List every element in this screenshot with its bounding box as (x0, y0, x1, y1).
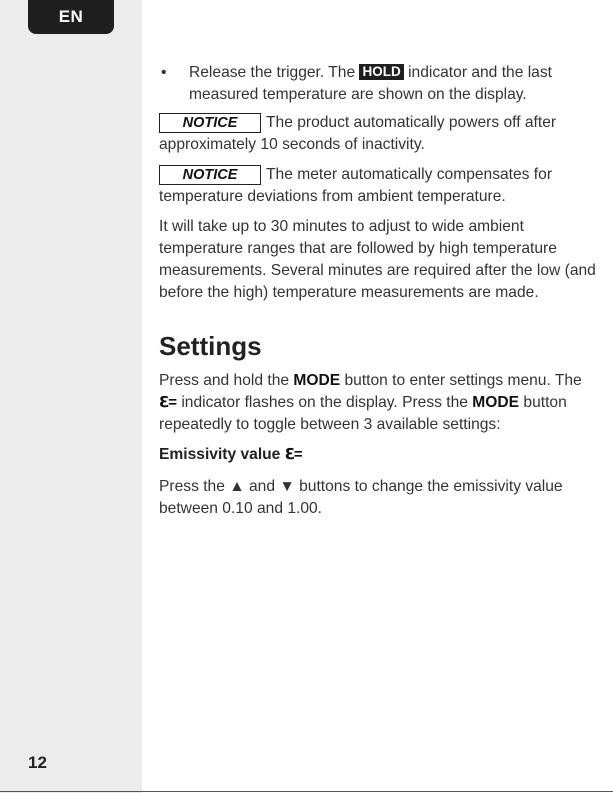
notice-text-1: The product automatically powers off after approximately 10 seconds of inactivity. (159, 114, 557, 153)
mode-button-name-2: MODE (472, 394, 520, 411)
emissivity-paragraph (159, 476, 599, 520)
bullet-marker: • (161, 64, 167, 81)
emissivity-icon: ℇ= (159, 394, 177, 411)
page-content (159, 62, 599, 528)
up-arrow-icon: ▲ (229, 478, 245, 495)
page-sidebar (0, 0, 142, 793)
notice-label-1: NOTICE (159, 113, 261, 133)
emissivity-text-a: Press the (159, 478, 230, 495)
bullet-text (189, 62, 599, 106)
emissivity-subheading-icon: ℇ= (284, 446, 303, 463)
bullet-text-before: Release the trigger. The (189, 64, 360, 81)
down-arrow-icon: ▼ (279, 478, 295, 495)
settings-text-b: button to enter settings menu. The (340, 372, 582, 389)
hold-indicator-badge: HOLD (359, 64, 403, 80)
settings-heading: Settings (159, 331, 262, 361)
bullet-text-after: indicator and the last measured temperature are shown on the display. (189, 64, 552, 103)
bottom-border (0, 791, 613, 792)
notice-label-2: NOTICE (159, 165, 261, 185)
settings-text-c: indicator flashes on the display. Press the (176, 394, 473, 411)
mode-button-name-1: MODE (293, 372, 341, 389)
page-number: 12 (28, 753, 47, 772)
language-tab: EN (28, 0, 114, 34)
emissivity-subheading-text: Emissivity value (159, 446, 285, 463)
notice-text-2: The meter automatically compensates for temperature deviations from ambient temperature. (159, 166, 553, 205)
emissivity-subheading (159, 444, 599, 466)
emissivity-text-c: buttons to change the emissivity value between 0.10 and 1.00. (159, 478, 563, 517)
settings-text-d: button repeatedly to toggle between 3 available settings: (159, 394, 567, 433)
emissivity-text-b: and (244, 478, 280, 495)
notice-paragraph-1 (159, 112, 599, 156)
settings-paragraph (159, 370, 599, 436)
adjust-paragraph: It will take up to 30 minutes to adjust to wide ambient temperature ranges that are followed by high temperature measurements. Several minutes are required after the low (and before the high) temperature measurements are made. (159, 218, 596, 301)
bullet-item (159, 62, 599, 106)
settings-text-a: Press and hold the (159, 372, 294, 389)
notice-paragraph-2 (159, 164, 599, 208)
